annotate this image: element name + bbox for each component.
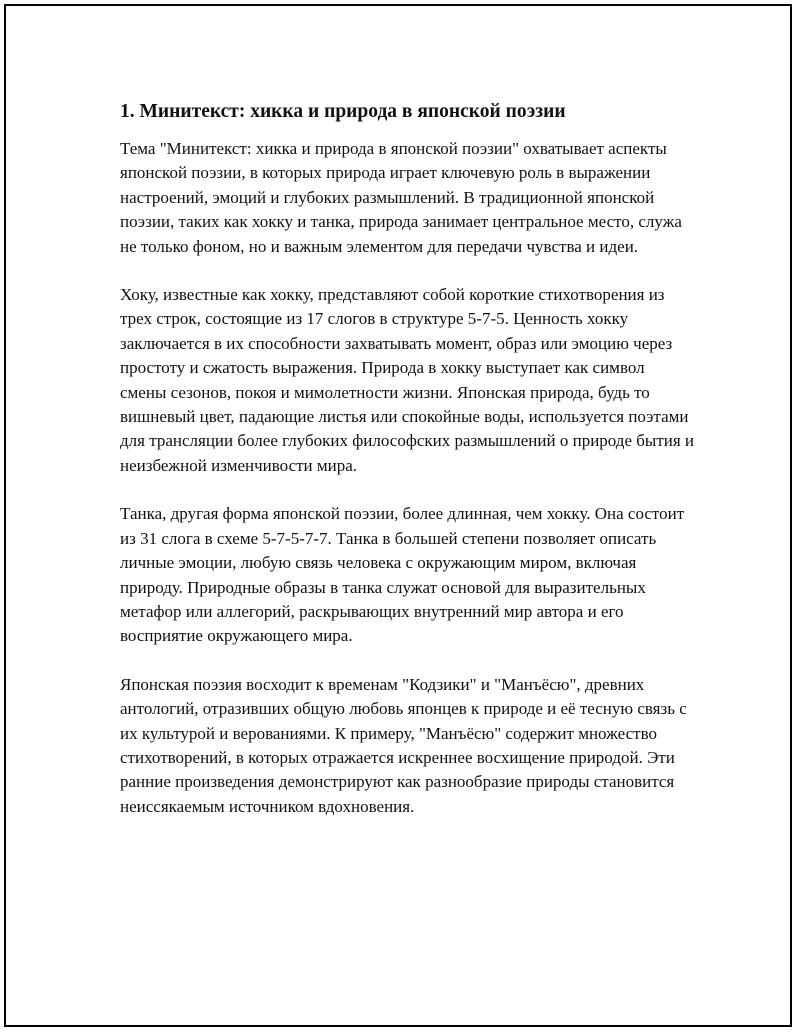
document-body (120, 99, 695, 843)
document-page (4, 4, 792, 1027)
paragraph-intro: Тема "Минитекст: хикка и природа в японской поэзии" охватывает аспекты японской поэзии, в которых природа играет ключевую роль в выражении настроений, эмоций и глубоких размышлений. В традиционной японской поэзии, таких как хокку и танка, природа занимает центральное место, служа не только фоном, но и важным элементом для передачи чувства и идеи. (120, 139, 682, 256)
paragraph-history: Японская поэзия восходит к временам "Кодзики" и "Манъёсю", древних антологий, отразивших общую любовь японцев к природе и её тесную связь с их культурой и верованиями. К примеру, "Манъёсю" содержит множество стихотворений, в которых отражается искреннее восхищение природой. Эти ранние произведения демонстрируют как разнообразие природы становится неиссякаемым источником вдохновения. (120, 674, 687, 816)
document-title: 1. Минитекст: хикка и природа в японской поэзии (120, 101, 566, 122)
paragraph-tanka: Танка, другая форма японской поэзии, более длинная, чем хокку. Она состоит из 31 слога в схеме 5-7-5-7-7. Танка в большей степени позволяет описать личные эмоции, любую связь человека с окружающим миром, включая природу. Природные образы в танка служат основой для выразительных метафор или аллегорий, раскрывающих внутренний мир автора и его восприятие окружающего мира. (120, 504, 685, 646)
paragraph-hokku: Хоку, известные как хокку, представляют собой короткие стихотворения из трех строк, состоящие из 17 слогов в структуре 5-7-5. Ценность хокку заключается в их способности захватывать момент, образ или эмоцию через простоту и сжатость выражения. Природа в хокку выступает как символ смены сезонов, покоя и мимолетности жизни. Японская природа, будь то вишневый цвет, падающие листья или спокойные воды, используется поэтами для трансляции более глубоких философских размышлений о природе бытия и неизбежной изменчивости мира. (120, 285, 695, 475)
